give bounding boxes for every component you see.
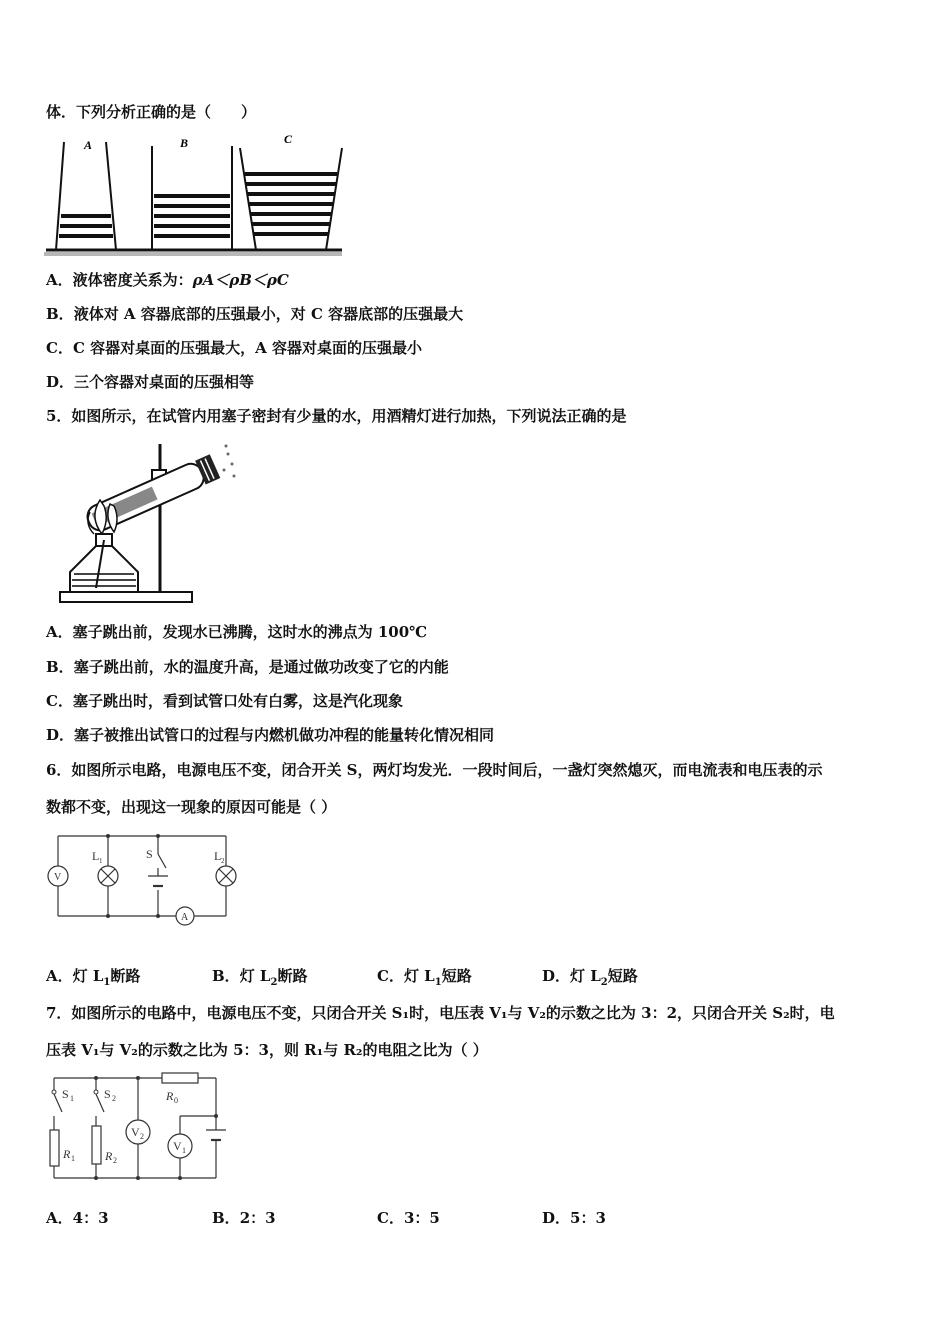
q6-switch-label: S: [146, 847, 153, 861]
q7-option-b: B．2：3: [212, 1209, 276, 1227]
q4-stem: 体．下列分析正确的是（ ）: [46, 103, 257, 121]
q5-option-b: B．塞子跳出前，水的温度升高，是通过做功改变了它的内能: [46, 658, 449, 676]
q6-l1-sub: 1: [99, 857, 103, 865]
q7-option-a: A．4：3: [46, 1209, 109, 1227]
container-label-a: A: [84, 138, 93, 152]
q7-v1-label: V: [173, 1139, 182, 1153]
q6-l2-label: L: [214, 849, 222, 863]
q5-test-tube-figure: [56, 440, 236, 608]
q6-ammeter-label: A: [181, 912, 189, 923]
q4-option-a: A．液体密度关系为：ρA＜ρB＜ρC: [46, 271, 289, 289]
q6-option-b: B．灯 $L_2$断路: [212, 967, 308, 988]
q7-s1-sub: 1: [70, 1094, 74, 1103]
q4-containers-figure: [44, 132, 344, 256]
q5-stem: 5．如图所示，在试管内用塞子密封有少量的水，用酒精灯进行加热，下列说法正确的是: [46, 407, 627, 425]
q7-r0-label: R: [166, 1089, 174, 1103]
q6-option-a: A．灯 $L_1$断路: [46, 967, 141, 988]
q7-option-c: C．3：5: [377, 1209, 440, 1227]
q7-r1-label: R: [63, 1147, 71, 1161]
q6-option-d: D．灯 $L_2$短路: [542, 967, 638, 988]
q6-circuit-figure: [44, 830, 240, 934]
q6-l2-sub: 2: [221, 857, 225, 865]
q7-v2-sub: 2: [140, 1132, 144, 1141]
q7-r0-sub: 0: [174, 1096, 178, 1105]
q7-v1-sub: 1: [182, 1146, 186, 1155]
container-label-c: C: [284, 132, 293, 146]
q6-l1-label: L: [92, 849, 100, 863]
q7-option-d: D．5：3: [542, 1209, 606, 1227]
q5-option-d: D．塞子被推出试管口的过程与内燃机做功冲程的能量转化情况相同: [46, 726, 495, 744]
q7-s1-label: S: [62, 1087, 69, 1101]
q7-v2-label: V: [131, 1125, 140, 1139]
q5-option-a: A．塞子跳出前，发现水已沸腾，这时水的沸点为 100℃: [46, 623, 428, 641]
q4-option-c: C．C 容器对桌面的压强最大，A 容器对桌面的压强最小: [46, 339, 422, 357]
q4-option-b: B．液体对 A 容器底部的压强最小，对 C 容器底部的压强最大: [46, 305, 464, 323]
q7-stem-line-2: 压表 V₁与 V₂的示数之比为 5：3，则 R₁与 R₂的电阻之比为（ ）: [46, 1041, 488, 1059]
q7-r1-sub: 1: [71, 1154, 75, 1163]
q4-option-d: D．三个容器对桌面的压强相等: [46, 373, 255, 391]
q6-voltmeter-label: V: [54, 872, 62, 883]
q7-r2-label: R: [105, 1149, 113, 1163]
q6-option-c: C．灯 $L_1$短路: [377, 967, 472, 988]
q6-stem-line-1: 6．如图所示电路，电源电压不变，闭合开关 S，两灯均发光．一段时间后，一盏灯突然熄灭，而电流表和电压表的示: [46, 761, 823, 779]
q5-option-c: C．塞子跳出时，看到试管口处有白雾，这是汽化现象: [46, 692, 403, 710]
q7-circuit-figure: [44, 1070, 230, 1182]
container-label-b: B: [180, 136, 189, 150]
q7-r2-sub: 2: [113, 1156, 117, 1165]
q7-stem-line-1: 7．如图所示的电路中，电源电压不变，只闭合开关 S₁时，电压表 V₁与 V₂的示数之比为 3：2，只闭合开关 S₂时，电: [46, 1004, 835, 1022]
q7-s2-sub: 2: [112, 1094, 116, 1103]
q7-s2-label: S: [104, 1087, 111, 1101]
q6-stem-line-2: 数都不变，出现这一现象的原因可能是（ ）: [46, 798, 337, 816]
